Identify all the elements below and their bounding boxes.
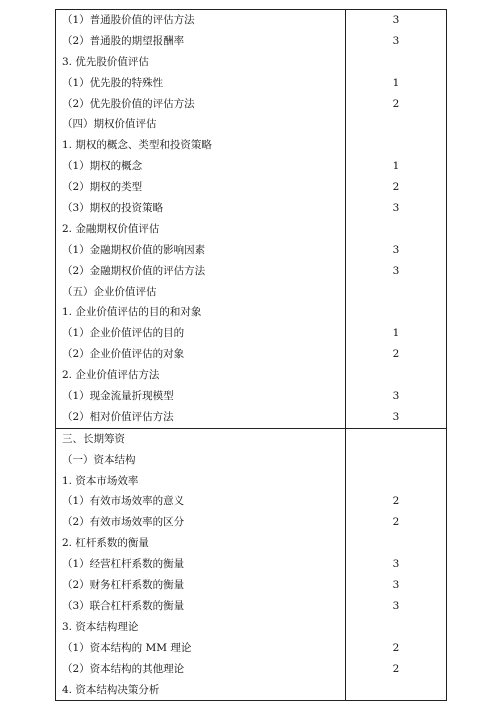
level-value: 2 (392, 495, 400, 508)
level-value: 1 (392, 76, 400, 89)
topic-line: 4. 资本结构决策分析 (62, 683, 160, 696)
topic-line: 1. 期权的概念、类型和投资策略 (62, 139, 212, 152)
level-value: 3 (392, 34, 400, 47)
topic-line: （2）金融期权价值的评估方法 (62, 264, 206, 277)
table-row-block-2 (56, 428, 447, 701)
level-value (346, 429, 446, 450)
level-value: 2 (392, 662, 400, 675)
topic-line: 三、长期筹资 (62, 432, 125, 445)
level-value: 1 (392, 160, 400, 173)
level-value (346, 365, 446, 386)
topic-line: 2. 企业价值评估方法 (62, 369, 160, 382)
level-value: 3 (392, 14, 400, 26)
topic-line: 2. 杠杆系数的衡量 (62, 537, 149, 550)
topic-line: （3）联合杠杆系数的衡量 (62, 599, 185, 612)
level-value: 3 (392, 599, 400, 612)
topic-line: （1）金融期权价值的影响因素 (62, 243, 206, 256)
topic-line: 1. 资本市场效率 (62, 474, 139, 487)
topic-line: （五）企业价值评估 (62, 285, 157, 298)
level-value (346, 617, 446, 638)
level-value: 3 (392, 410, 400, 423)
topic-line: 3. 资本结构理论 (62, 620, 139, 633)
topic-line: （2）普通股的期望报酬率 (62, 34, 185, 47)
level-value (346, 135, 446, 156)
topic-line: （1）普通股价值的评估方法 (62, 14, 195, 26)
level-value: 2 (392, 348, 400, 361)
level-value: 2 (392, 516, 400, 529)
level-value (346, 282, 446, 303)
topic-line: （1）企业价值评估的目的 (62, 327, 185, 340)
topic-line: （2）优先股价值的评估方法 (62, 97, 195, 110)
topic-line: （2）企业价值评估的对象 (62, 348, 185, 361)
topic-line: （2）财务杠杆系数的衡量 (62, 579, 185, 592)
level-value (346, 450, 446, 471)
topic-column-block-1 (56, 10, 346, 429)
topic-line: 2. 金融期权价值评估 (62, 222, 160, 235)
topic-line: （1）优先股的特殊性 (62, 76, 164, 89)
topic-line: （2）期权的类型 (62, 181, 143, 194)
document-page (55, 9, 446, 696)
level-value (346, 114, 446, 135)
topic-line: （1）现金流量折现模型 (62, 390, 174, 403)
level-value: 3 (392, 243, 400, 256)
topic-line: （3）期权的投资策略 (62, 202, 164, 215)
topic-line: （1）经营杠杆系数的衡量 (62, 558, 185, 571)
syllabus-table (55, 9, 447, 701)
level-value: 1 (392, 327, 400, 340)
level-value: 2 (392, 641, 400, 654)
topic-line: （2）有效市场效率的区分 (62, 516, 185, 529)
level-value: 3 (392, 579, 400, 592)
topic-column-block-2 (56, 428, 346, 701)
level-value: 2 (392, 181, 400, 194)
topic-line: （1）有效市场效率的意义 (62, 495, 185, 508)
topic-line: （2）资本结构的其他理论 (62, 662, 185, 675)
topic-line: （2）相对价值评估方法 (62, 410, 174, 423)
level-value (346, 302, 446, 323)
level-value (346, 52, 446, 73)
level-value (346, 471, 446, 492)
level-value: 2 (392, 97, 400, 110)
level-value: 3 (392, 202, 400, 215)
level-value (346, 219, 446, 240)
topic-line: （一）资本结构 (62, 453, 136, 466)
level-value (346, 533, 446, 554)
level-value: 3 (392, 264, 400, 277)
level-column-block-2 (346, 428, 447, 701)
topic-line: （1）资本结构的 MM 理论 (62, 641, 192, 654)
level-column-block-1 (346, 10, 447, 429)
topic-line: 1. 企业价值评估的目的和对象 (62, 306, 202, 319)
topic-line: 3. 优先股价值评估 (62, 55, 149, 68)
level-value: 3 (392, 558, 400, 571)
topic-line: （1）期权的概念 (62, 160, 143, 173)
level-value: 3 (392, 390, 400, 403)
table-row-block-1 (56, 10, 447, 429)
topic-line: （四）期权价值评估 (62, 118, 157, 131)
level-value (346, 680, 446, 701)
